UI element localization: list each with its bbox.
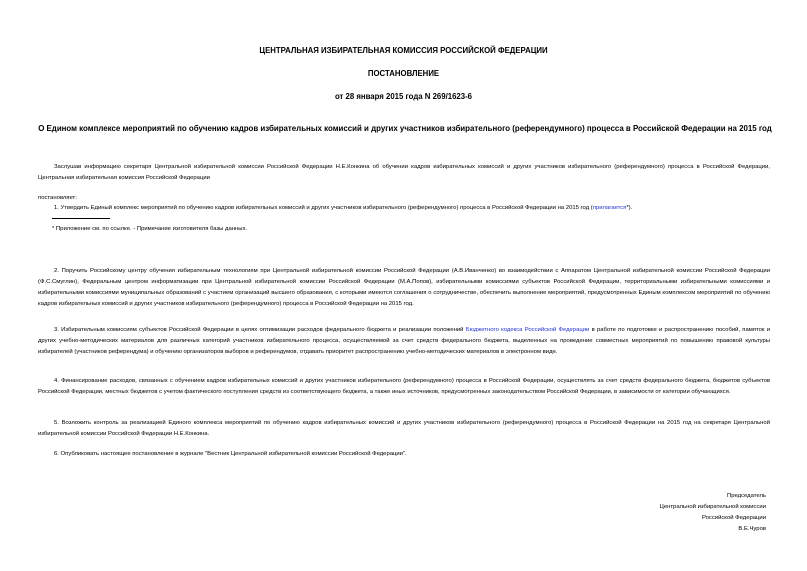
issuing-organization: ЦЕНТРАЛЬНАЯ ИЗБИРАТЕЛЬНАЯ КОМИССИЯ РОССИЙСКОЙ ФЕДЕРАЦИИ (259, 46, 548, 55)
intro-paragraph: Заслушав информацию секретаря Центральной избирательной комиссии Российской Федерации Н.Е.Конкина об обучении кадров избирательных комиссий и других участников избирательного (референдумного) процесса в Российской Федерации, Центральная избирательная комиссия Российской Федерации (38, 164, 770, 181)
item-3-paragraph (38, 325, 770, 358)
resolves-line: постановляет: (38, 195, 77, 201)
signatory-name: В.Е.Чуров (738, 526, 766, 532)
item-1-text: 1. Утвердить Единый комплекс мероприятий по обучению кадров избирательных комиссий и других участников избирательного (референдумного) процесса в Российской Федерации на 2015 год ( (54, 205, 593, 211)
item-1-tail: *). (626, 205, 633, 211)
footnote: * Приложение см. по ссылке. - Примечание изготовителя базы данных. (52, 226, 248, 232)
document-date-number: от 28 января 2015 года N 269/1623-6 (334, 92, 473, 101)
signature-title-1: Председатель (727, 493, 766, 499)
item-2-paragraph: 2. Поручить Российскому центру обучения избирательным технологиям при Центральной избирательной комиссии Российской Федерации (А.В.Иванченко) во взаимодействии с Аппаратом Центральной избирательной комиссии Российской Федерации (Ф.С.Смуглин), Федеральным центром информатизации при Центральной избирательной комиссии Российской Федерации (М.А.Попов), избирательными комиссиями субъектов Российской Федерации, территориальными избирательными комиссиями и избирательными комиссиями муниципальных образований с участием организаций высшего образования, с которыми имеются соглашения о сотрудничестве, обеспечить выполнение мероприятий, предусмотренных Единым комплексом мероприятий по обучению кадров избирательных комиссий и других участников избирательного (референдумного) процесса в Российской Федерации на 2015 год. (38, 268, 770, 307)
item-4-paragraph: 4. Финансирование расходов, связанных с обучением кадров избирательных комиссий и других участников избирательного (референдумного) процесса в Российской Федерации, осуществлять за счет средств федерального бюджета, бюджетов субъектов Российской Федерации, местных бюджетов с учетом фактического поступления средств из соответствующего бюджета, а также иных источников, предусмотренных законодательством Российской Федерации, в зависимости от категории обучающихся. (38, 378, 770, 395)
document-subject: О Едином комплексе мероприятий по обучению кадров избирательных комиссий и других участников избирательного (референдумного) процесса в Российской Федерации на 2015 год (38, 124, 772, 133)
budget-code-link[interactable]: Бюджетного кодекса Российской Федерации (465, 327, 590, 333)
item-6-paragraph: 6. Опубликовать настоящее постановление в журнале "Вестник Центральной избирательной комиссии Российской Федерации". (54, 451, 407, 457)
document-type: ПОСТАНОВЛЕНИЕ (367, 69, 440, 78)
item-3-text: 3. Избирательным комиссиям субъектов Российской Федерации в целях оптимизации расходов федерального бюджета и реализации положений (54, 327, 466, 333)
footnote-separator (52, 218, 110, 219)
item-5-paragraph: 5. Возложить контроль за реализацией Единого комплекса мероприятий по обучению кадров избирательных комиссий и других участников избирательного (референдумного) процесса в Российской Федерации на 2015 год на секретаря Центральной избирательной комиссии Российской Федерации Н.Е.Конкина. (38, 420, 770, 437)
appendix-link[interactable]: прилагается (592, 205, 627, 211)
signature-title-3: Российской Федерации (701, 515, 766, 521)
signature-block (560, 491, 766, 535)
item-3-tail: в работе по подготовке и распространению пособий, памяток и других учебно-методических материалов для различных категорий участников избирательного процесса, осуществляемой за счет средств федерального бюджета, выделенных на проведение совместных мероприятий по повышению правовой культуры избирателей (участников референдума) и обучению организаторов выборов и референдумов, отдавать приоритет распространению учебно-методических материалов в электронном виде. (38, 327, 770, 355)
signature-title-2: Центральной избирательной комиссии (659, 504, 766, 510)
item-1-paragraph (38, 203, 770, 214)
